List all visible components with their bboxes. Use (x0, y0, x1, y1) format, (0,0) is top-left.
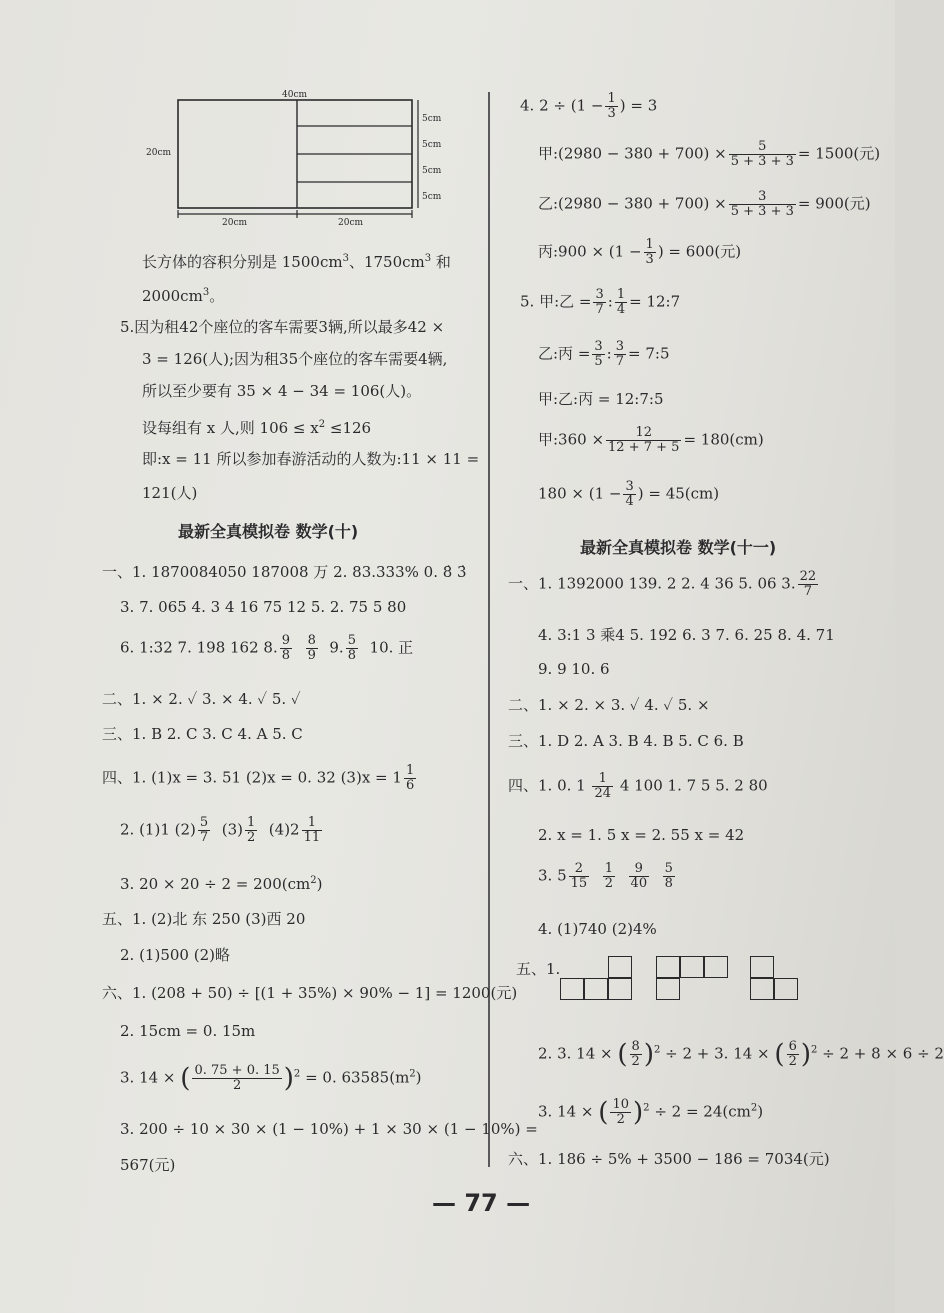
answer-line: 三、1. D 2. A 3. B 4. B 5. C 6. B (508, 732, 744, 750)
fraction: $\frac{1}{4}$ (616, 287, 626, 317)
answer-line: 6. 1:32 7. 198 162 8. $\frac{9}{8}$ $\frac{8}{9}$ 9. $\frac{5}{8}$ 10. 正 (120, 633, 414, 663)
answer-line: 甲:(2980 − 380 + 700) × $\frac{5}{5 + 3 + 3}$ = 1500(元) (538, 139, 881, 169)
answer-line: 四、1. (1)x = 3. 51 (2)x = 0. 32 (3)x = 1 $\frac{1}{6}$ (102, 763, 415, 793)
diagram-top-label: 40cm (282, 90, 308, 100)
fraction: $\frac{10}{2}$ (612, 1097, 629, 1127)
fraction: $\frac{1}{3}$ (607, 91, 616, 121)
answer-line: 甲:360 × $\frac{12}{12 + 7 + 5}$ = 180(cm) (538, 425, 764, 455)
answer-line: 3. 5 $\frac{2}{15}$ $\frac{1}{2}$ $\frac{9}{40}$ $\frac{5}{8}$ (538, 861, 673, 891)
answer-line: $2000cm^3$。 (142, 287, 225, 305)
fraction: $\frac{3}{7}$ (595, 287, 604, 317)
answer-line: 4. (1)740 (2)4% (538, 920, 657, 938)
fraction: $\frac{5}{8}$ (347, 633, 356, 663)
answer-line: 乙:(2980 − 380 + 700) × $\frac{3}{5 + 3 + 3}$ = 900(元) (538, 189, 871, 219)
diagram-right-label: 5cm (422, 140, 442, 150)
answer-line: 乙:丙 = $\frac{3}{5}$ : $\frac{3}{7}$ = 7:5 (538, 339, 670, 369)
fraction: $\frac{2}{15}$ (570, 861, 588, 891)
answer-line: 5.因为租42个座位的客车需要3辆,所以最多42 × (120, 318, 445, 336)
fraction: $\frac{1}{6}$ (405, 763, 415, 793)
answer-line: 二、1. × 2. × 3. ✓ 4. ✓ 5. × (508, 696, 710, 714)
answer-line: 2. 15cm = 0. 15m (120, 1022, 256, 1040)
answer-line: 3. 200 ÷ 10 × 30 × (1 − 10%) + 1 × 30 × (1 − 10%) = (120, 1120, 538, 1138)
answer-line: 三、1. B 2. C 3. C 4. A 5. C (102, 725, 303, 743)
fraction: $\frac{9}{8}$ (281, 633, 291, 663)
diagram-left-label: 20cm (146, 148, 172, 158)
fraction: $\frac{1}{2}$ (604, 861, 613, 891)
answer-line: 2. (1)500 (2)略 (120, 946, 230, 964)
answer-line: 设每组有 x 人,则 $106 \le x^2 \le 126$ (142, 419, 372, 437)
answer-line: 9. 9 10. 6 (538, 660, 610, 678)
answer-line: 甲:乙:丙 = 12:7:5 (538, 390, 664, 408)
answer-line: 即:x = 11 所以参加春游活动的人数为:11 × 11 = (142, 450, 480, 468)
fraction: $\frac{12}{12 + 7 + 5}$ (608, 425, 680, 455)
fraction: $\frac{6}{2}$ (788, 1039, 797, 1069)
answer-line: 2. x = 1. 5 x = 2. 55 x = 42 (538, 826, 745, 844)
answer-line: 3. 14 × ( $\frac{10}{2}$ )$^2 \div 2 = 24(cm^2)$ (538, 1097, 764, 1128)
answer-line: 四、1. 0. 1 $\frac{1}{24}$ 4 100 1. 7 5 5. 2 80 (508, 771, 768, 801)
diagram-right-label: 5cm (422, 114, 442, 124)
fraction: $\frac{8}{2}$ (631, 1039, 640, 1069)
answer-line: 一、1. 1392000 139. 2 2. 4 36 5. 06 3. $\frac{22}{7}$ (508, 569, 817, 599)
answer-line: 3. 14 × ( $\frac{0. 75 + 0. 15}{2}$ )$^2$ = 0. $63585(m^2)$ (120, 1063, 422, 1094)
diagram-right-label: 5cm (422, 192, 442, 202)
answer-line: 丙:900 × (1 − $\frac{1}{3}$ ) = 600(元) (538, 237, 742, 267)
answer-line: 121(人) (142, 484, 198, 502)
answer-line: 二、1. × 2. ✓ 3. × 4. ✓ 5. ✓ (102, 690, 301, 708)
answer-line: 长方体的容积分别是 $1500cm^3$、$1750cm^3$ 和 (142, 253, 451, 271)
answer-line: 4. 3:1 3 乘4 5. 192 6. 3 7. 6. 25 8. 4. 71 (538, 626, 835, 644)
fraction: $\frac{5}{5 + 3 + 3}$ (730, 139, 794, 169)
answer-line: 5. 甲:乙 = $\frac{3}{7}$ : $\frac{1}{4}$ = 12:7 (520, 287, 681, 317)
fraction: $\frac{1}{3}$ (645, 237, 654, 267)
answer-line: 六、1. (208 + 50) ÷ [(1 + 35%) × 90% − 1] = 1200(元) (102, 984, 518, 1002)
fraction: $\frac{3}{7}$ (615, 339, 625, 369)
section-heading: 最新全真模拟卷 数学(十) (178, 522, 359, 541)
answer-line: 五、1. (516, 960, 561, 978)
fraction: $\frac{3}{5 + 3 + 3}$ (730, 189, 794, 219)
diagram-bottom-left-label: 20cm (222, 218, 248, 228)
answer-line: 2. 3. 14 × ( $\frac{8}{2}$ )$^2$ ÷ 2 + 3. 14 × ( $\frac{6}{2}$ )$^2$ ÷ 2 + 8 × 6 ÷ 2 (538, 1039, 944, 1070)
answer-line: 六、1. 186 ÷ 5% + 3500 − 186 = 7034(元) (508, 1150, 830, 1168)
answer-line: 3. $20 \times 20 \div 2 = 200(cm^2)$ (120, 875, 323, 893)
diagram-right-label: 5cm (422, 166, 442, 176)
fraction: $\frac{8}{9}$ (307, 633, 316, 663)
fraction: $\frac{22}{7}$ (799, 569, 817, 599)
fraction: $\frac{0. 75 + 0. 15}{2}$ (194, 1063, 280, 1093)
diagram-bottom-right-label: 20cm (338, 218, 364, 228)
column-divider (488, 92, 490, 1167)
fraction: $\frac{3}{4}$ (625, 479, 634, 509)
fraction: $\frac{1}{24}$ (594, 771, 612, 801)
box-diagram (140, 86, 450, 236)
answer-line: 所以至少要有 35 × 4 − 34 = 106(人)。 (142, 382, 422, 400)
fraction: $\frac{5}{7}$ (199, 815, 209, 845)
answer-line: 3. 7. 065 4. 3 4 16 75 12 5. 2. 75 5 80 (120, 598, 407, 616)
answer-line: 180 × (1 − $\frac{3}{4}$ ) = 45(cm) (538, 479, 720, 509)
page-number: — 77 — (432, 1189, 531, 1217)
answer-line: 4. 2 ÷ (1 − $\frac{1}{3}$ ) = 3 (520, 91, 658, 121)
fraction: $\frac{9}{40}$ (630, 861, 648, 891)
fraction: $\frac{1}{2}$ (246, 815, 256, 845)
fraction: $\frac{1}{11}$ (303, 815, 321, 845)
answer-line: 五、1. (2)北 东 250 (3)西 20 (102, 910, 306, 928)
fraction: $\frac{3}{5}$ (594, 339, 603, 369)
answer-line: 2. (1)1 (2) $\frac{5}{7}$ (3) $\frac{1}{2}$ (4)2 $\frac{1}{11}$ (120, 815, 321, 845)
fraction: $\frac{5}{8}$ (664, 861, 673, 891)
answer-line: 567(元) (120, 1156, 176, 1174)
answer-line: 3 = 126(人);因为租35个座位的客车需要4辆, (142, 350, 448, 368)
section-heading: 最新全真模拟卷 数学(十一) (580, 538, 777, 557)
answer-line: 一、1. 1870084050 187008 万 2. 83.333% 0. 8̇ 3̇ (102, 563, 467, 581)
